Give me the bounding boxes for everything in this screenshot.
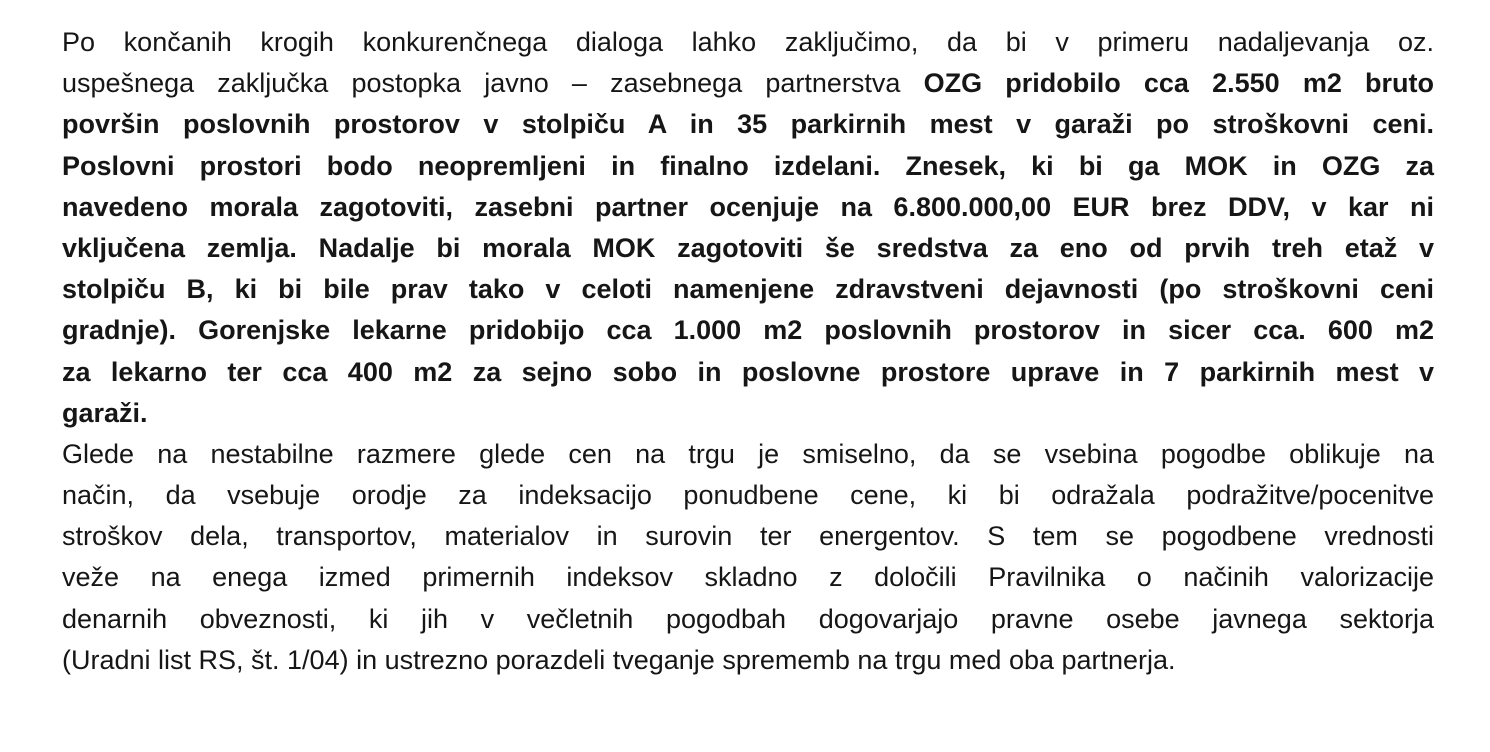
bold-text-segment: OZG pridobilo cca 2.550 m2 bruto <box>923 68 1434 99</box>
text-line <box>62 393 1434 434</box>
text-line <box>62 228 1434 269</box>
paragraph-2 <box>62 434 1434 681</box>
text-line <box>62 310 1434 351</box>
text-segment: veže na enega izmed primernih indeksov skladno z določili Pravilnika o načinih valorizacije <box>62 562 1434 593</box>
bold-text-segment: vključena zemlja. Nadalje bi morala MOK zagotoviti še sredstva za eno od prvih treh etaž v <box>62 232 1434 263</box>
document-page <box>62 22 1434 681</box>
bold-text-segment: površin poslovnih prostorov v stolpiču A in 35 parkirnih mest v garaži po stroškovni ceni. <box>62 109 1434 140</box>
text-segment: način, da vsebuje orodje za indeksacijo ponudbene cene, ki bi odražala podražitve/pocenitve <box>62 480 1434 511</box>
text-line <box>62 22 1434 63</box>
bold-text-segment: stolpiču B, ki bi bile prav tako v celoti namenjene zdravstveni dejavnosti (po stroškovni ceni <box>62 274 1434 305</box>
text-line <box>62 352 1434 393</box>
bold-text-segment: navedeno morala zagotoviti, zasebni partner ocenjuje na 6.800.000,00 EUR brez DDV, v kar ni <box>62 191 1434 222</box>
text-segment: Po končanih krogih konkurenčnega dialoga lahko zaključimo, da bi v primeru nadaljevanja oz. <box>62 27 1434 57</box>
text-line <box>62 146 1434 187</box>
text-line <box>62 557 1434 598</box>
bold-text-segment: garaži. <box>62 397 148 428</box>
text-line <box>62 269 1434 310</box>
text-line <box>62 475 1434 516</box>
text-segment: uspešnega zaključka postopka javno – zasebnega partnerstva <box>62 68 924 99</box>
text-segment: stroškov dela, transportov, materialov in surovin ter energentov. S tem se pogodbene vrednosti <box>62 521 1434 552</box>
text-line <box>62 63 1434 104</box>
text-segment: denarnih obveznosti, ki jih v večletnih pogodbah dogovarjajo pravne osebe javnega sektorja <box>62 603 1434 634</box>
bold-text-segment: Poslovni prostori bodo neopremljeni in finalno izdelani. Znesek, ki bi ga MOK in OZG za <box>62 150 1434 181</box>
text-segment: (Uradni list RS, št. 1/04) in ustrezno porazdeli tveganje sprememb na trgu med oba partnerja. <box>62 644 1176 675</box>
text-line <box>62 187 1434 228</box>
text-line <box>62 516 1434 557</box>
text-line <box>62 434 1434 475</box>
bold-text-segment: za lekarno ter cca 400 m2 za sejno sobo in poslovne prostore uprave in 7 parkirnih mest v <box>62 356 1434 387</box>
paragraph-1 <box>62 22 1434 434</box>
text-line <box>62 640 1434 681</box>
text-line <box>62 104 1434 145</box>
text-line <box>62 599 1434 640</box>
text-segment: Glede na nestabilne razmere glede cen na trgu je smiselno, da se vsebina pogodbe oblikuje na <box>62 438 1434 469</box>
bold-text-segment: gradnje). Gorenjske lekarne pridobijo cca 1.000 m2 poslovnih prostorov in sicer cca. 600 m2 <box>62 315 1434 346</box>
